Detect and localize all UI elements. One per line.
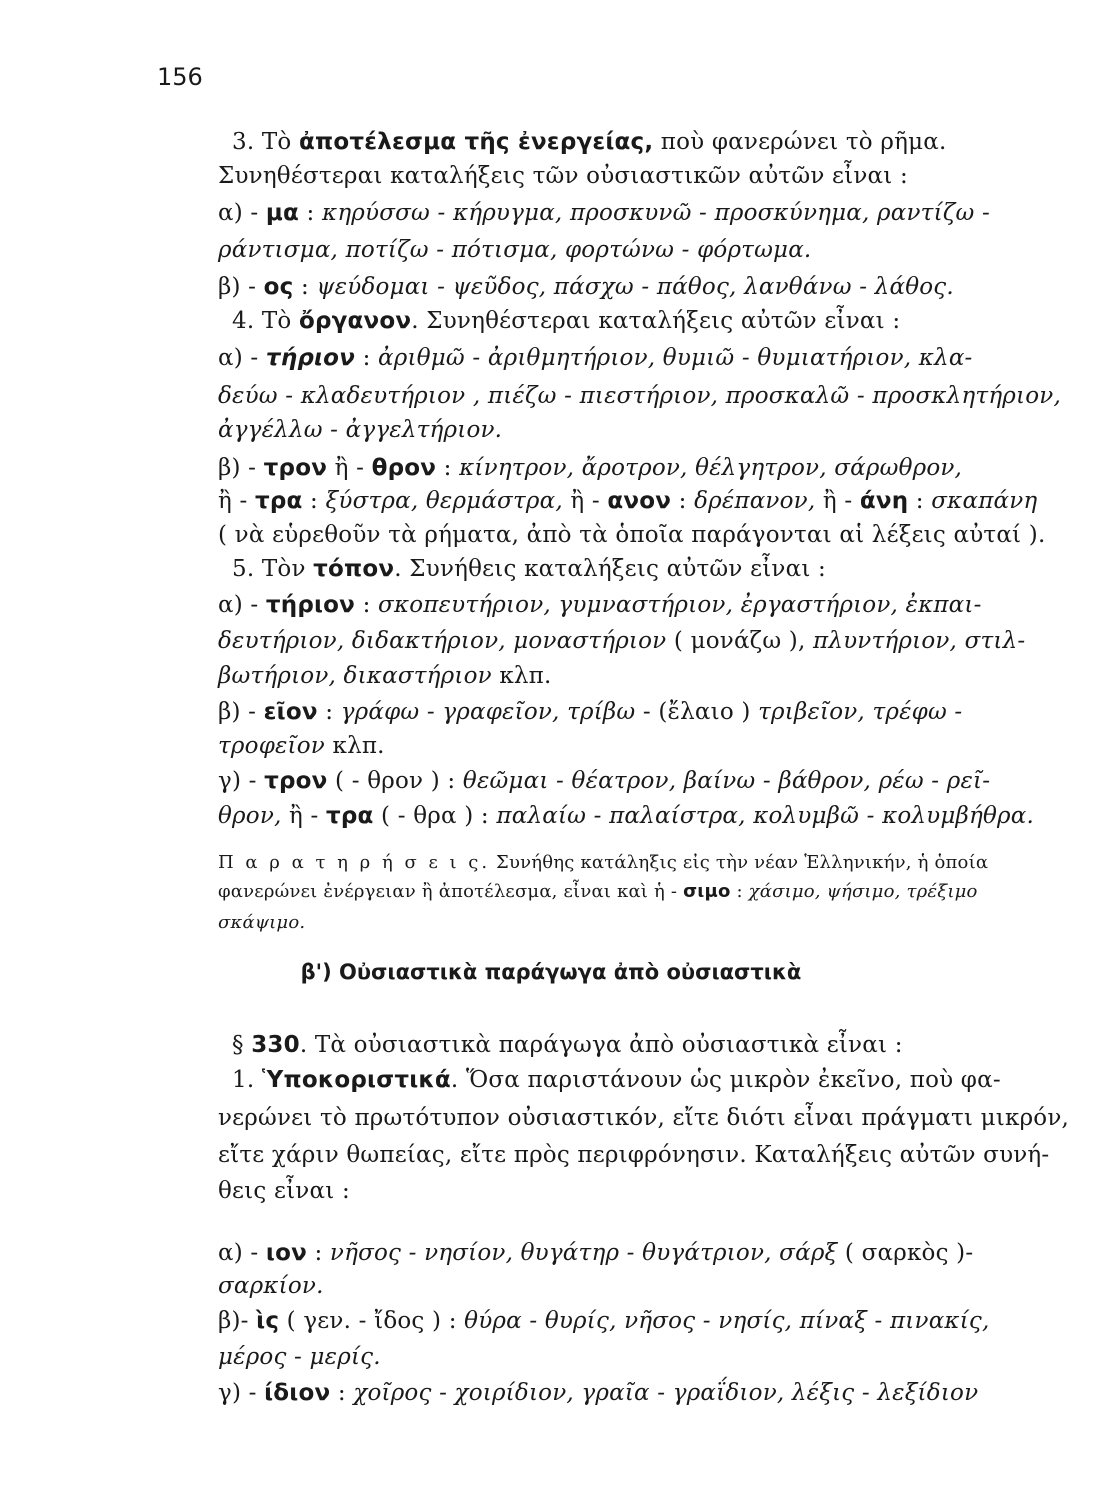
text-run: ράντισμα, ποτίζω - πότισμα, φορτώνω - φόρτωμα. [218, 237, 812, 263]
text-line [218, 235, 811, 265]
text-run: ποὺ φανερώνει τὸ ρῆμα. [653, 129, 947, 155]
text-run: : [317, 699, 341, 725]
text-line [218, 1103, 1069, 1133]
text-run: σαρκίον. [218, 1273, 324, 1299]
text-run: β) - [218, 455, 264, 481]
text-run: ( μονάζω ), [666, 628, 814, 654]
text-run: δεύω - κλαδευτήριον , πιέζω - πιεστήριον, προσκαλῶ - προσκλητήριον, [218, 383, 1061, 409]
text-run: δευτήριον, διδακτήριον, μοναστήριον [218, 628, 667, 654]
text-run: θρον, [218, 803, 282, 829]
text-run: φανερώνει ἐνέργειαν ἢ ἀποτέλεσμα, εἶναι καὶ ἡ - [218, 881, 684, 902]
text-line [218, 906, 305, 938]
text-line [218, 1378, 978, 1408]
text-run: ἀγγέλλω - ἀγγελτήριον. [218, 417, 503, 443]
text-run: σιμο [683, 881, 731, 902]
text-run: ψεύδομαι - ψεῦδος, πάσχω - πάθος, λανθάνω - λάθος. [316, 274, 954, 300]
text-run: θρον [371, 455, 437, 481]
text-line [232, 1065, 1001, 1095]
text-run: β)- [218, 1308, 257, 1334]
text-run: βωτήριον, δικαστήριον [218, 663, 492, 689]
text-run: δρέπανον, [694, 488, 816, 514]
text-line [232, 127, 946, 157]
text-run: γ) - [218, 768, 265, 794]
text-run: ἢ - [562, 488, 608, 514]
text-run: ὶς [256, 1308, 280, 1334]
text-run: : [355, 592, 379, 618]
text-run: : [293, 274, 317, 300]
text-line [218, 198, 990, 228]
text-run: κηρύσσω - κήρυγμα, προσκυνῶ - προσκύνημα, ραντίζω - [322, 200, 990, 226]
text-run: . Συνηθέστεραι καταλήξεις αὐτῶν εἶναι : [411, 308, 901, 334]
text-run: ( σαρκὸς )- [837, 1240, 974, 1266]
text-run: . Τὰ οὐσιαστικὰ παράγωγα ἀπὸ οὐσιαστικὰ εἶναι : [299, 1032, 903, 1058]
text-run: ἢ - [281, 803, 326, 829]
text-run: νερώνει τὸ πρωτότυπον οὐσιαστικόν, εἴτε διότι εἶναι πράγματι μικρόν, [218, 1105, 1070, 1131]
text-run: πλυντήριον, στιλ- [813, 628, 1026, 654]
text-line [218, 1238, 973, 1268]
text-run: τροφεῖον [218, 733, 325, 759]
text-run: τρα [254, 488, 303, 514]
text-run: κλπ. [491, 663, 552, 689]
text-run: ανον [607, 488, 672, 514]
text-run: Π α ρ α τ η ρ ή σ ε ι ς. [218, 852, 491, 873]
text-line [218, 590, 982, 620]
text-line [218, 731, 385, 761]
text-run: ἢ - [218, 488, 255, 514]
text-run: ἀποτέλεσμα τῆς ἐνεργείας, [298, 129, 654, 155]
text-run: χοῖρος - χοιρίδιον, γραῖα - γραΐδιον, λέξις - λεξίδιον [353, 1380, 979, 1406]
text-run: εῖον [263, 699, 318, 725]
text-line [218, 520, 1045, 550]
text-line [218, 272, 954, 302]
text-run: ( γεν. - ἴδος ) : [279, 1308, 465, 1334]
text-run: α) - [218, 345, 266, 371]
text-line [218, 1140, 1049, 1170]
text-run: β) - [218, 274, 264, 300]
text-run: . Ὅσα παριστάνουν ὡς μικρὸν ἐκεῖνο, ποὺ φα- [450, 1067, 1001, 1093]
text-run: 1. [232, 1067, 262, 1093]
text-run: § [232, 1032, 252, 1058]
text-run: τόπον [313, 556, 395, 582]
text-run: ἀριθμῶ - ἀριθμητήριον, θυμιῶ - θυμιατήριον, κλα- [378, 345, 973, 371]
text-run: Συνηθέστεραι καταλήξεις τῶν οὐσιαστικῶν αὐτῶν εἶναι : [218, 163, 908, 189]
text-run: εἴτε χάριν θωπείας, εἴτε πρὸς περιφρόνησιν. Καταλήξεις αὐτῶν συνή- [218, 1142, 1050, 1168]
text-line [232, 1030, 903, 1060]
text-run: τρα [326, 803, 374, 829]
text-run: 5. Τὸν [232, 556, 314, 582]
text-run: β) - [218, 699, 264, 725]
text-run: : [436, 455, 460, 481]
text-line [218, 846, 988, 878]
text-line [218, 875, 978, 907]
text-line [218, 453, 962, 483]
text-run: κλπ. [325, 733, 385, 759]
text-run: α) - [218, 1240, 266, 1266]
text-run: α) - [218, 592, 266, 618]
text-line [218, 1176, 350, 1206]
text-run: ἢ - [327, 455, 372, 481]
text-run: σκαπάνη [931, 488, 1038, 514]
text-line [218, 1306, 990, 1336]
text-run: : [355, 345, 379, 371]
text-run: παλαίω - παλαίστρα, κολυμβῶ - κολυμβήθρα. [496, 803, 1034, 829]
text-line [218, 161, 908, 191]
text-run: : [730, 881, 749, 902]
text-line [218, 626, 1025, 656]
text-run: χάσιμο, ψήσιμο, τρέξιμο [748, 881, 978, 902]
text-run: . Συνήθεις καταλήξεις αὐτῶν εἶναι : [394, 556, 827, 582]
text-line [218, 486, 1037, 516]
text-run: : [306, 1240, 330, 1266]
text-run: ὄργανον [298, 308, 412, 334]
text-run: τήριον [265, 345, 356, 371]
text-run: τρον [263, 455, 328, 481]
text-run: Συνήθης κατάληξις εἰς τὴν νέαν Ἑλληνικήν, ἡ ὁποία [490, 852, 989, 873]
text-run: ξύστρα, θερμάστρα, [325, 488, 563, 514]
text-line [218, 1271, 324, 1301]
text-run: : [299, 200, 323, 226]
text-run: μέρος - μερίς. [218, 1344, 381, 1370]
text-line [218, 661, 552, 691]
text-run: ( νὰ εὑρεθοῦν τὰ ρήματα, ἀπὸ τὰ ὁποῖα παράγονται αἱ λέξεις αὐταί ). [218, 522, 1046, 548]
text-run: ίδιον [264, 1380, 331, 1406]
text-run: μα [265, 200, 300, 226]
text-run: Ὑποκοριστικά [261, 1067, 451, 1093]
text-run: γ) - [218, 1380, 265, 1406]
text-run: : [302, 488, 326, 514]
text-run: : [908, 488, 932, 514]
text-line [218, 381, 1061, 411]
text-run: 3. Τὸ [232, 129, 299, 155]
text-run: 4. Τὸ [232, 308, 299, 334]
text-run: ( - θρον ) : [327, 768, 463, 794]
text-run: ( - θρα ) : [373, 803, 497, 829]
text-run: β') Οὐσιαστικὰ παράγωγα ἀπὸ οὐσιαστικὰ [300, 960, 802, 984]
text-run: α) - [218, 200, 266, 226]
text-run: κίνητρον, ἄροτρον, θέλγητρον, σάρωθρον, [459, 455, 963, 481]
text-line [218, 343, 973, 373]
text-line [232, 554, 826, 584]
text-run: ιον [265, 1240, 307, 1266]
text-run: τριβεῖον, τρέφω - [758, 699, 963, 725]
text-run: ἢ - [815, 488, 860, 514]
text-run: θεις εἶναι : [218, 1178, 350, 1204]
text-run: : [330, 1380, 354, 1406]
text-run: ος [263, 274, 294, 300]
text-run: σκάψιμο. [218, 912, 306, 933]
text-run: άνη [859, 488, 909, 514]
text-line [218, 415, 502, 445]
text-run: : [671, 488, 695, 514]
section-heading [0, 960, 1102, 984]
text-line [218, 801, 1034, 831]
text-run: νῆσος - νησίον, θυγάτηρ - θυγάτριον, σάρξ [329, 1240, 838, 1266]
text-line [232, 306, 900, 336]
text-run: - (ἔλαιο ) [635, 699, 759, 725]
text-run: σκοπευτήριον, γυμναστήριον, ἐργαστήριον, ἐκπαι- [378, 592, 982, 618]
page-number: 156 [157, 63, 203, 91]
text-line [218, 697, 962, 727]
text-run: γράφω - γραφεῖον, τρίβω [340, 699, 636, 725]
text-line [218, 766, 990, 796]
text-run: τήριον [265, 592, 356, 618]
text-run: 330 [251, 1032, 300, 1058]
text-run: τρον [264, 768, 328, 794]
text-line [218, 1342, 381, 1372]
text-run: θύρα - θυρίς, νῆσος - νησίς, πίναξ - πινακίς, [464, 1308, 990, 1334]
text-run: θεῶμαι - θέατρον, βαίνω - βάθρον, ρέω - ρεῖ- [462, 768, 991, 794]
